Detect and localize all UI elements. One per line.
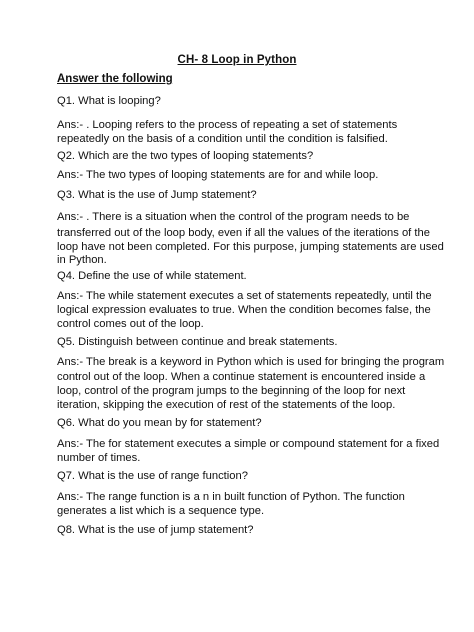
answer-4-line-2: logical expression evaluates to true. When the condition becomes false, the	[57, 304, 431, 316]
question-5: Q5. Distinguish between continue and break statements.	[57, 336, 338, 348]
answer-1-line-1: Ans:- . Looping refers to the process of repeating a set of statements	[57, 119, 398, 131]
question-3: Q3. What is the use of Jump statement?	[57, 189, 257, 201]
answer-1-line-2: repeatedly on the basis of a condition until the condition is falsified.	[57, 133, 388, 145]
answer-2-line-1: Ans:- The two types of looping statements are for and while loop.	[57, 169, 379, 181]
section-heading: Answer the following	[57, 73, 173, 85]
question-7: Q7. What is the use of range function?	[57, 470, 248, 482]
answer-4-line-1: Ans:- The while statement executes a set of statements repeatedly, until the	[57, 290, 432, 302]
answer-4-line-3: control comes out of the loop.	[57, 318, 204, 330]
answer-5-line-4: iteration, skipping the execution of rest of the statements of the loop.	[57, 399, 396, 411]
answer-5-line-2: control out of the loop. When a continue statement is encountered inside a	[57, 371, 426, 383]
document-title: CH- 8 Loop in Python	[177, 54, 297, 66]
answer-5-line-3: loop, control of the program jumps to the beginning of the loop for next	[57, 385, 406, 397]
answer-3-line-3: loop have not been completed. For this purpose, jumping statements are used	[57, 241, 444, 253]
question-6: Q6. What do you mean by for statement?	[57, 417, 262, 429]
question-8: Q8. What is the use of jump statement?	[57, 524, 254, 536]
answer-6-line-1: Ans:- The for statement executes a simple or compound statement for a fixed	[57, 438, 440, 450]
question-2: Q2. Which are the two types of looping statements?	[57, 150, 314, 162]
answer-3-line-4: in Python.	[57, 254, 107, 266]
answer-7-line-1: Ans:- The range function is a n in built function of Python. The function	[57, 491, 405, 503]
answer-6-line-2: number of times.	[57, 452, 141, 464]
question-1: Q1. What is looping?	[57, 95, 161, 107]
question-4: Q4. Define the use of while statement.	[57, 270, 247, 282]
answer-3-line-2: transferred out of the loop body, even if all the values of the iterations of the	[57, 227, 430, 239]
answer-3-line-1: Ans:- . There is a situation when the control of the program needs to be	[57, 211, 410, 223]
answer-7-line-2: generates a list which is a sequence type.	[57, 505, 265, 517]
answer-5-line-1: Ans:- The break is a keyword in Python which is used for bringing the program	[57, 356, 445, 368]
